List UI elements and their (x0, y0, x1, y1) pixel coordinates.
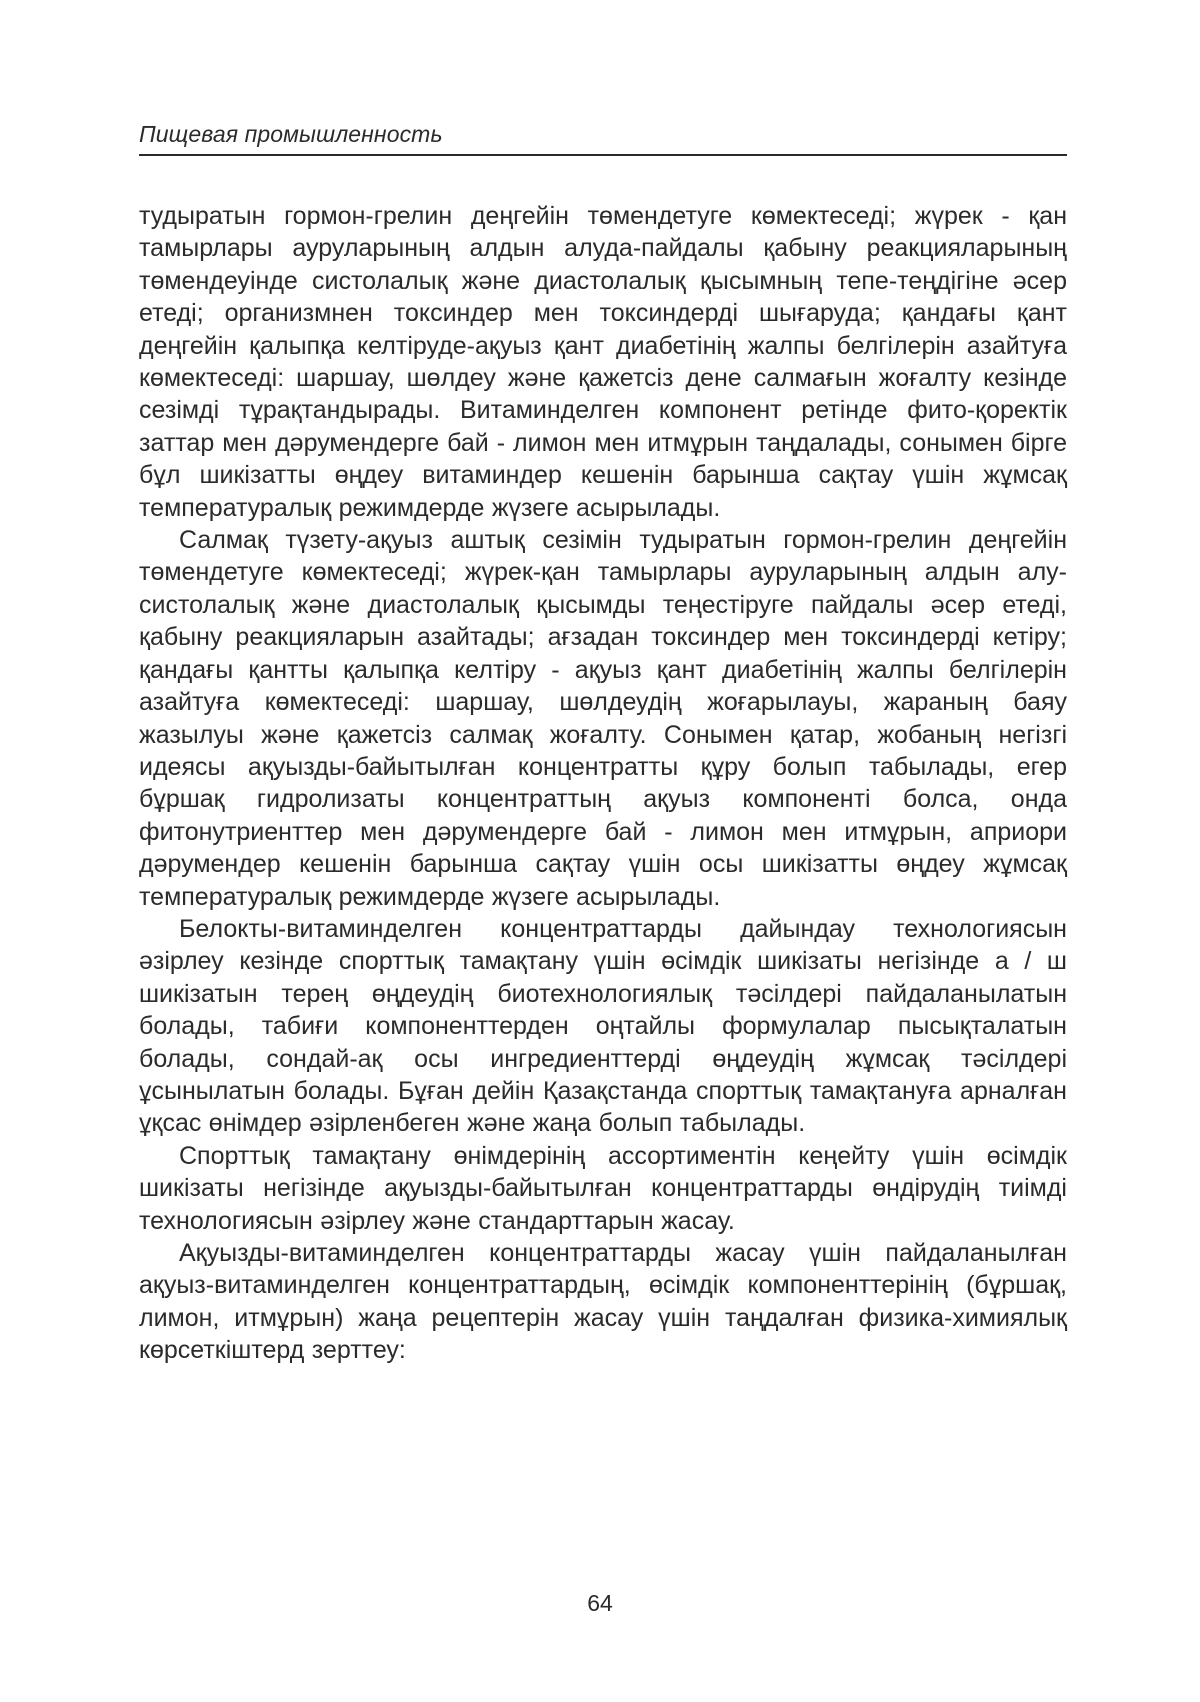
body-text (139, 200, 1067, 1367)
paragraph-5: Ақуызды-витаминделген концентраттарды жасау үшін пайдаланылған ақуыз-витаминделген концентраттардың, өсімдік компоненттерінің (бұршақ, лимон, итмұрын) жаңа рецептерін жасау үшін таңдалған физика-химиялық көрсеткіштерд зерттеу: (139, 1239, 1067, 1365)
running-header-title: Пищевая промышленность (139, 121, 443, 147)
running-header (139, 114, 1067, 156)
paragraph-3: Белокты-витаминделген концентраттарды дайындау технологиясын әзірлеу кезінде спорттық тамақтану үшін өсімдік шикізаты негізінде а / ш шикізатын терең өңдеудің биотехнологиялық тәсілдері пайдаланылатын болады, табиғи компоненттерден оңтайлы формулалар пысықталатын болады, сондай-ақ осы ингредиенттерді өңдеудің жұмсақ тәсілдері ұсынылатын болады. Бұған дейін Қазақстанда спорттық тамақтануға арналған ұқсас өнімдер әзірленбеген және жаңа болып табылады. (139, 914, 1067, 1138)
paragraph-4: Спорттық тамақтану өнімдерінің ассортиментін кеңейту үшін өсімдік шикізаты негізінде ақуызды-байытылған концентраттарды өндірудің тиімді технологиясын әзірлеу және стандарттарын жасау. (139, 1141, 1067, 1235)
paragraph-1: тудыратын гормон-грелин деңгейін төмендетуге көмектеседі; жүрек - қан тамырлары ауруларының алдын алуда-пайдалы қабыну реакцияларының төмендеуінде систолалық және диастолалық қысымның тепе-теңдігіне әсер етеді; организмнен токсиндер мен токсиндерді шығаруда; қандағы қант деңгейін қалыпқа келтіруде-ақуыз қант диабетінің жалпы белгілерін азайтуға көмектеседі: шаршау, шөлдеу және қажетсіз дене салмағын жоғалту кезінде сезімді тұрақтандырады. Витаминделген компонент ретінде фито-қоректік заттар мен дәрумендерге бай - лимон мен итмұрын таңдалады, сонымен бірге бұл шикізатты өңдеу витаминдер кешенін барынша сақтау үшін жұмсақ температуралық режимдерде жүзеге асырылады. (139, 202, 1067, 522)
page-number: 64 (587, 1590, 613, 1616)
paragraph-2: Салмақ түзету-ақуыз аштық сезімін тудыратын гормон-грелин деңгейін төмендетуге көмектеседі; жүрек-қан тамырлары ауруларының алдын алу-систолалық және диастолалық қысымды теңестіруге пайдалы әсер етеді, қабыну реакцияларын азайтады; ағзадан токсиндер мен токсиндерді кетіру; қандағы қантты қалыпқа келтіру - ақуыз қант диабетінің жалпы белгілерін азайтуға көмектеседі: шаршау, шөлдеудің жоғарылауы, жараның баяу жазылуы және қажетсіз салмақ жоғалту. Сонымен қатар, жобаның негізгі идеясы ақуызды-байытылған концентратты құру болып табылады, егер бұршақ гидролизаты концентраттың ақуыз компоненті болса, онда фитонутриенттер мен дәрумендерге бай - лимон мен итмұрын, априори дәрумендер кешенін барынша сақтау үшін осы шикізатты өңдеу жұмсақ температуралық режимдерде жүзеге асырылады. (139, 526, 1067, 911)
